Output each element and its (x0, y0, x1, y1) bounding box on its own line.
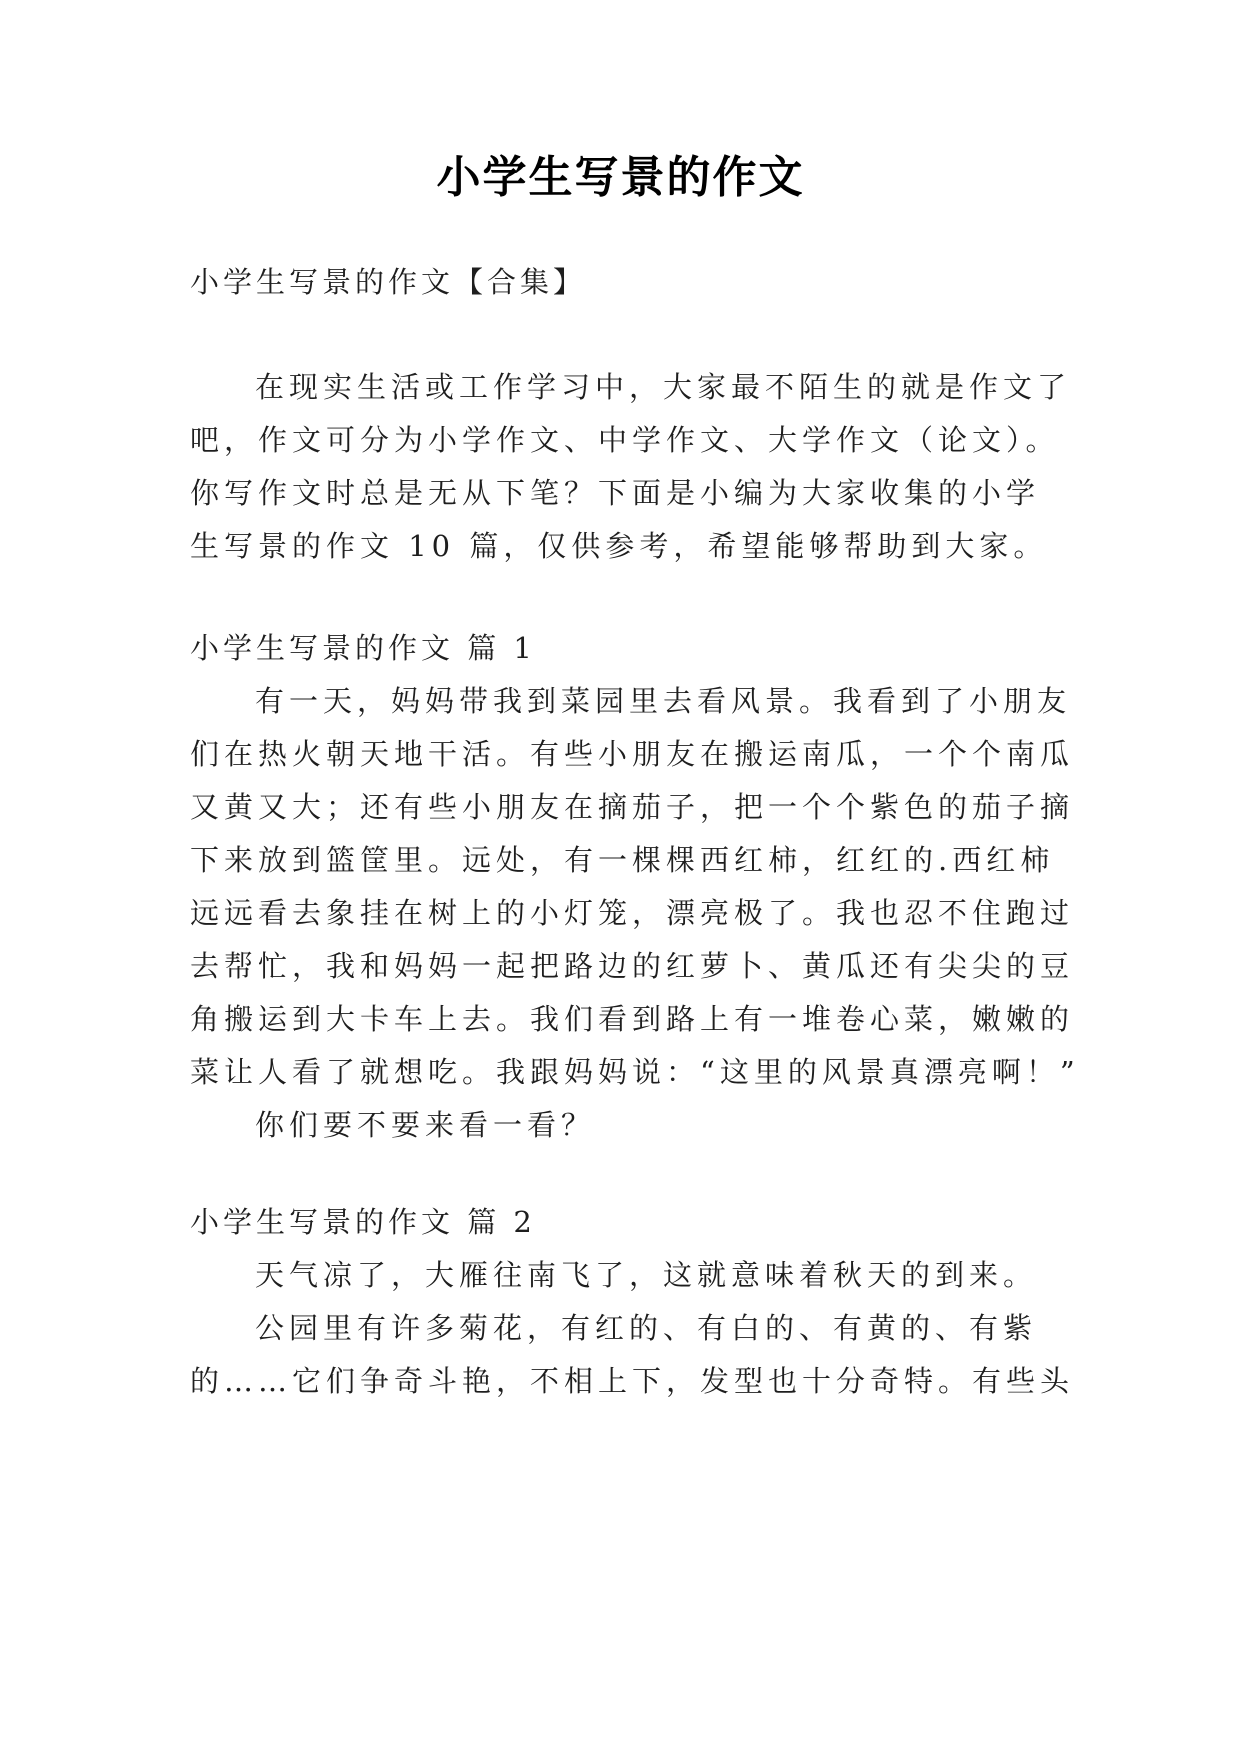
paragraph-line: 下来放到篮筐里。远处，有一棵棵西红柿，红红的.西红柿 (190, 843, 1055, 877)
paragraph-line: 你们要不要来看一看？ (255, 1108, 596, 1142)
paragraph-line: 去帮忙，我和妈妈一起把路边的红萝卜、黄瓜还有尖尖的豆 (190, 949, 1075, 983)
paragraph-line: 在现实生活或工作学习中，大家最不陌生的就是作文了 (255, 370, 1072, 404)
document-subtitle: 小学生写景的作文【合集】 (190, 265, 587, 299)
paragraph-line: 天气凉了，大雁往南飞了，这就意味着秋天的到来。 (255, 1258, 1038, 1292)
paragraph-line: 生写景的作文 10 篇，仅供参考，希望能够帮助到大家。 (190, 529, 1048, 563)
paragraph-line: 吧，作文可分为小学作文、中学作文、大学作文（论文）。 (190, 423, 1060, 457)
paragraph-line: 的……它们争奇斗艳，不相上下，发型也十分奇特。有些头 (190, 1364, 1075, 1398)
paragraph-line: 角搬运到大卡车上去。我们看到路上有一堆卷心菜，嫩嫩的 (190, 1002, 1075, 1036)
paragraph-line: 远远看去象挂在树上的小灯笼，漂亮极了。我也忍不住跑过 (190, 896, 1075, 930)
paragraph-line: 你写作文时总是无从下笔？下面是小编为大家收集的小学 (190, 476, 1041, 510)
paragraph-line: 公园里有许多菊花，有红的、有白的、有黄的、有紫 (255, 1311, 1038, 1345)
paragraph-line: 又黄又大；还有些小朋友在摘茄子，把一个个紫色的茄子摘 (190, 790, 1075, 824)
paragraph-line: 菜让人看了就想吃。我跟妈妈说：“这里的风景真漂亮啊！” (190, 1055, 1080, 1089)
section-heading: 小学生写景的作文 篇 2 (190, 1205, 536, 1239)
paragraph-line: 们在热火朝天地干活。有些小朋友在搬运南瓜，一个个南瓜 (190, 737, 1075, 771)
section-heading: 小学生写景的作文 篇 1 (190, 631, 536, 665)
paragraph-line: 有一天，妈妈带我到菜园里去看风景。我看到了小朋友 (255, 684, 1072, 718)
document-title: 小学生写景的作文 (436, 152, 805, 203)
